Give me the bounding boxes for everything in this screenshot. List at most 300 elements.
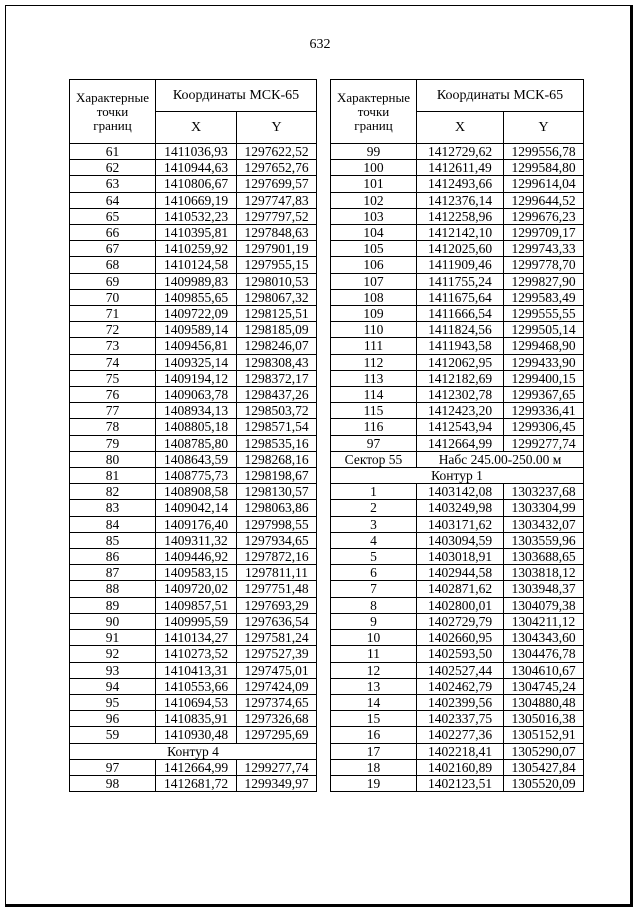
coord-x: 1412258,96 bbox=[417, 208, 504, 224]
table-row bbox=[331, 257, 584, 273]
point-number: 85 bbox=[70, 532, 156, 548]
table-row bbox=[70, 662, 317, 678]
section-row bbox=[331, 468, 584, 484]
coord-x: 1412611,49 bbox=[417, 160, 504, 176]
table-row bbox=[331, 711, 584, 727]
coord-y: 1303432,07 bbox=[504, 516, 584, 532]
section-label: Контур 4 bbox=[70, 743, 317, 759]
coord-y: 1304745,24 bbox=[504, 678, 584, 694]
point-number: 77 bbox=[70, 403, 156, 419]
point-number: 102 bbox=[331, 192, 417, 208]
table-row bbox=[331, 646, 584, 662]
coord-x: 1402337,75 bbox=[417, 711, 504, 727]
table-row bbox=[331, 338, 584, 354]
point-number: 100 bbox=[331, 160, 417, 176]
table-row bbox=[70, 322, 317, 338]
coord-y: 1299433,90 bbox=[504, 354, 584, 370]
table-row bbox=[70, 419, 317, 435]
coord-y: 1297622,52 bbox=[237, 144, 317, 160]
header-coordinates: Координаты МСК-65 bbox=[417, 80, 584, 112]
coord-x: 1409722,09 bbox=[156, 306, 237, 322]
coord-x: 1409176,40 bbox=[156, 516, 237, 532]
table-row bbox=[331, 532, 584, 548]
point-number: 84 bbox=[70, 516, 156, 532]
coord-y: 1299306,45 bbox=[504, 419, 584, 435]
coord-x: 1412376,14 bbox=[417, 192, 504, 208]
coord-x: 1412729,62 bbox=[417, 144, 504, 160]
coord-x: 1403249,98 bbox=[417, 500, 504, 516]
table-row bbox=[331, 581, 584, 597]
coord-y: 1299676,23 bbox=[504, 208, 584, 224]
point-number: 81 bbox=[70, 468, 156, 484]
table-row bbox=[70, 613, 317, 629]
table-row bbox=[331, 241, 584, 257]
coord-x: 1403018,91 bbox=[417, 549, 504, 565]
header-x: X bbox=[156, 112, 237, 144]
table-body bbox=[70, 144, 317, 792]
coord-x: 1410669,19 bbox=[156, 192, 237, 208]
coord-x: 1409311,32 bbox=[156, 532, 237, 548]
coord-y: 1304343,60 bbox=[504, 630, 584, 646]
point-number: 107 bbox=[331, 273, 417, 289]
point-number: 72 bbox=[70, 322, 156, 338]
point-number: 62 bbox=[70, 160, 156, 176]
coord-y: 1299584,80 bbox=[504, 160, 584, 176]
table-row bbox=[70, 160, 317, 176]
point-number: 61 bbox=[70, 144, 156, 160]
table-row bbox=[331, 678, 584, 694]
point-number: 1 bbox=[331, 484, 417, 500]
coord-x: 1409857,51 bbox=[156, 597, 237, 613]
point-number: 17 bbox=[331, 743, 417, 759]
point-number: 68 bbox=[70, 257, 156, 273]
point-number: 76 bbox=[70, 387, 156, 403]
coord-y: 1297811,11 bbox=[237, 565, 317, 581]
coord-y: 1303559,96 bbox=[504, 532, 584, 548]
table-body bbox=[331, 144, 584, 792]
coord-y: 1297374,65 bbox=[237, 694, 317, 710]
point-number: 18 bbox=[331, 759, 417, 775]
coord-y: 1298503,72 bbox=[237, 403, 317, 419]
coord-x: 1402277,36 bbox=[417, 727, 504, 743]
page-number: 632 bbox=[309, 37, 331, 52]
coord-y: 1299349,97 bbox=[237, 775, 317, 791]
point-number: 78 bbox=[70, 419, 156, 435]
coord-y: 1305016,38 bbox=[504, 711, 584, 727]
coord-x: 1408785,80 bbox=[156, 435, 237, 451]
table-row bbox=[331, 370, 584, 386]
coord-x: 1412025,60 bbox=[417, 241, 504, 257]
sector-label: Сектор 55 bbox=[331, 451, 417, 467]
coord-x: 1410395,81 bbox=[156, 225, 237, 241]
table-row bbox=[70, 273, 317, 289]
coord-x: 1410273,52 bbox=[156, 646, 237, 662]
coord-y: 1297636,54 bbox=[237, 613, 317, 629]
coord-y: 1299778,70 bbox=[504, 257, 584, 273]
coord-x: 1408775,73 bbox=[156, 468, 237, 484]
table-row bbox=[331, 176, 584, 192]
coord-y: 1297797,52 bbox=[237, 208, 317, 224]
coord-y: 1298125,51 bbox=[237, 306, 317, 322]
coord-y: 1305427,84 bbox=[504, 759, 584, 775]
point-number: 99 bbox=[331, 144, 417, 160]
table-row bbox=[331, 743, 584, 759]
point-number: 16 bbox=[331, 727, 417, 743]
coord-x: 1402527,44 bbox=[417, 662, 504, 678]
point-number: 67 bbox=[70, 241, 156, 257]
table-row bbox=[70, 565, 317, 581]
coord-y: 1297527,39 bbox=[237, 646, 317, 662]
coord-x: 1412062,95 bbox=[417, 354, 504, 370]
point-number: 63 bbox=[70, 176, 156, 192]
header-points-line: границ bbox=[354, 117, 393, 133]
table-row bbox=[70, 727, 317, 743]
point-number: 105 bbox=[331, 241, 417, 257]
table-row bbox=[331, 759, 584, 775]
point-number: 14 bbox=[331, 694, 417, 710]
table-row bbox=[70, 289, 317, 305]
coord-y: 1303304,99 bbox=[504, 500, 584, 516]
table-row bbox=[70, 759, 317, 775]
coord-y: 1297751,48 bbox=[237, 581, 317, 597]
coordinates-table-left bbox=[69, 79, 317, 792]
coord-x: 1409989,83 bbox=[156, 273, 237, 289]
point-number: 10 bbox=[331, 630, 417, 646]
coord-x: 1411755,24 bbox=[417, 273, 504, 289]
point-number: 114 bbox=[331, 387, 417, 403]
header-x: X bbox=[417, 112, 504, 144]
table-row bbox=[331, 484, 584, 500]
point-number: 90 bbox=[70, 613, 156, 629]
table-row bbox=[70, 549, 317, 565]
header-y: Y bbox=[237, 112, 317, 144]
point-number: 9 bbox=[331, 613, 417, 629]
coord-x: 1409583,15 bbox=[156, 565, 237, 581]
coord-y: 1304211,12 bbox=[504, 613, 584, 629]
sector-row bbox=[331, 451, 584, 467]
point-number: 112 bbox=[331, 354, 417, 370]
coord-y: 1298246,07 bbox=[237, 338, 317, 354]
point-number: 94 bbox=[70, 678, 156, 694]
table-row bbox=[331, 289, 584, 305]
point-number: 101 bbox=[331, 176, 417, 192]
coord-x: 1409063,78 bbox=[156, 387, 237, 403]
table-row bbox=[70, 484, 317, 500]
coord-y: 1299336,41 bbox=[504, 403, 584, 419]
point-number: 7 bbox=[331, 581, 417, 597]
table-row bbox=[70, 597, 317, 613]
table-row bbox=[70, 387, 317, 403]
table-row bbox=[331, 775, 584, 791]
table-row bbox=[70, 532, 317, 548]
coord-x: 1402729,79 bbox=[417, 613, 504, 629]
table-row bbox=[331, 387, 584, 403]
coord-x: 1411943,58 bbox=[417, 338, 504, 354]
header-points-line: точки bbox=[357, 103, 390, 119]
coord-y: 1298268,16 bbox=[237, 451, 317, 467]
point-number: 8 bbox=[331, 597, 417, 613]
point-number: 4 bbox=[331, 532, 417, 548]
point-number: 109 bbox=[331, 306, 417, 322]
table-row bbox=[331, 419, 584, 435]
table-row bbox=[70, 581, 317, 597]
coord-y: 1298535,16 bbox=[237, 435, 317, 451]
point-number: 96 bbox=[70, 711, 156, 727]
point-number: 71 bbox=[70, 306, 156, 322]
coord-x: 1409720,02 bbox=[156, 581, 237, 597]
table-row bbox=[70, 144, 317, 160]
coord-y: 1297934,65 bbox=[237, 532, 317, 548]
coord-y: 1298372,17 bbox=[237, 370, 317, 386]
point-number: 104 bbox=[331, 225, 417, 241]
table-row bbox=[70, 516, 317, 532]
header-points-line: Характерные bbox=[337, 89, 410, 105]
table-row bbox=[70, 468, 317, 484]
coord-x: 1402160,89 bbox=[417, 759, 504, 775]
coord-x: 1408934,13 bbox=[156, 403, 237, 419]
coord-y: 1299400,15 bbox=[504, 370, 584, 386]
coord-x: 1409325,14 bbox=[156, 354, 237, 370]
point-number: 6 bbox=[331, 565, 417, 581]
coord-x: 1412423,20 bbox=[417, 403, 504, 419]
table-row bbox=[70, 646, 317, 662]
table-row bbox=[70, 208, 317, 224]
coord-x: 1403142,08 bbox=[417, 484, 504, 500]
point-number: 115 bbox=[331, 403, 417, 419]
coord-y: 1298010,53 bbox=[237, 273, 317, 289]
coord-x: 1410806,67 bbox=[156, 176, 237, 192]
header-boundary-points bbox=[70, 80, 156, 144]
coord-x: 1409855,65 bbox=[156, 289, 237, 305]
table-row bbox=[331, 727, 584, 743]
point-number: 59 bbox=[70, 727, 156, 743]
table-row bbox=[331, 500, 584, 516]
coord-x: 1409456,81 bbox=[156, 338, 237, 354]
sector-altitude: Набс 245.00-250.00 м bbox=[417, 451, 584, 467]
table-row bbox=[70, 192, 317, 208]
coord-y: 1297901,19 bbox=[237, 241, 317, 257]
point-number: 82 bbox=[70, 484, 156, 500]
point-number: 88 bbox=[70, 581, 156, 597]
point-number: 11 bbox=[331, 646, 417, 662]
table-row bbox=[70, 694, 317, 710]
coord-x: 1411675,64 bbox=[417, 289, 504, 305]
coord-x: 1412681,72 bbox=[156, 775, 237, 791]
coord-x: 1409995,59 bbox=[156, 613, 237, 629]
point-number: 83 bbox=[70, 500, 156, 516]
table-row bbox=[331, 273, 584, 289]
point-number: 106 bbox=[331, 257, 417, 273]
table-row bbox=[70, 354, 317, 370]
point-number: 12 bbox=[331, 662, 417, 678]
point-number: 95 bbox=[70, 694, 156, 710]
coord-y: 1297747,83 bbox=[237, 192, 317, 208]
coord-y: 1297693,29 bbox=[237, 597, 317, 613]
coord-x: 1402593,50 bbox=[417, 646, 504, 662]
coord-y: 1298130,57 bbox=[237, 484, 317, 500]
table-row bbox=[70, 500, 317, 516]
coord-x: 1410553,66 bbox=[156, 678, 237, 694]
coord-y: 1298308,43 bbox=[237, 354, 317, 370]
point-number: 91 bbox=[70, 630, 156, 646]
table-row bbox=[70, 225, 317, 241]
coord-y: 1305290,07 bbox=[504, 743, 584, 759]
point-number: 66 bbox=[70, 225, 156, 241]
point-number: 92 bbox=[70, 646, 156, 662]
table-row bbox=[331, 225, 584, 241]
table-row bbox=[70, 403, 317, 419]
header-points-line: границ bbox=[93, 117, 132, 133]
coord-y: 1298437,26 bbox=[237, 387, 317, 403]
coord-y: 1297848,63 bbox=[237, 225, 317, 241]
table-row bbox=[70, 775, 317, 791]
table-row bbox=[70, 338, 317, 354]
coord-y: 1303818,12 bbox=[504, 565, 584, 581]
coord-y: 1299743,33 bbox=[504, 241, 584, 257]
coord-x: 1409042,14 bbox=[156, 500, 237, 516]
coord-y: 1303688,65 bbox=[504, 549, 584, 565]
coord-x: 1410134,27 bbox=[156, 630, 237, 646]
section-label: Контур 1 bbox=[331, 468, 584, 484]
point-number: 19 bbox=[331, 775, 417, 791]
coord-y: 1298198,67 bbox=[237, 468, 317, 484]
coord-x: 1402871,62 bbox=[417, 581, 504, 597]
point-number: 74 bbox=[70, 354, 156, 370]
coord-y: 1304476,78 bbox=[504, 646, 584, 662]
coord-x: 1408805,18 bbox=[156, 419, 237, 435]
table-row bbox=[331, 208, 584, 224]
point-number: 80 bbox=[70, 451, 156, 467]
coord-x: 1402123,51 bbox=[417, 775, 504, 791]
point-number: 13 bbox=[331, 678, 417, 694]
coord-x: 1403171,62 bbox=[417, 516, 504, 532]
coord-y: 1299555,55 bbox=[504, 306, 584, 322]
coord-x: 1412664,99 bbox=[156, 759, 237, 775]
coord-y: 1299827,90 bbox=[504, 273, 584, 289]
point-number: 113 bbox=[331, 370, 417, 386]
coord-y: 1299556,78 bbox=[504, 144, 584, 160]
table-row bbox=[70, 678, 317, 694]
coord-x: 1410835,91 bbox=[156, 711, 237, 727]
coord-x: 1409446,92 bbox=[156, 549, 237, 565]
point-number: 75 bbox=[70, 370, 156, 386]
coord-x: 1408908,58 bbox=[156, 484, 237, 500]
table-row bbox=[331, 435, 584, 451]
coord-x: 1410944,63 bbox=[156, 160, 237, 176]
coord-y: 1299644,52 bbox=[504, 192, 584, 208]
coord-x: 1410694,53 bbox=[156, 694, 237, 710]
coord-x: 1411666,54 bbox=[417, 306, 504, 322]
coord-y: 1304079,38 bbox=[504, 597, 584, 613]
point-number: 116 bbox=[331, 419, 417, 435]
coord-y: 1299505,14 bbox=[504, 322, 584, 338]
table-row bbox=[331, 144, 584, 160]
coord-x: 1412182,69 bbox=[417, 370, 504, 386]
coord-x: 1412543,94 bbox=[417, 419, 504, 435]
table-row bbox=[70, 435, 317, 451]
coord-x: 1402944,58 bbox=[417, 565, 504, 581]
point-number: 97 bbox=[331, 435, 417, 451]
coord-x: 1410413,31 bbox=[156, 662, 237, 678]
coord-x: 1410532,23 bbox=[156, 208, 237, 224]
coord-y: 1298571,54 bbox=[237, 419, 317, 435]
header-boundary-points bbox=[331, 80, 417, 144]
point-number: 108 bbox=[331, 289, 417, 305]
coord-y: 1298067,32 bbox=[237, 289, 317, 305]
coord-x: 1411909,46 bbox=[417, 257, 504, 273]
coord-y: 1297699,57 bbox=[237, 176, 317, 192]
coord-y: 1298185,09 bbox=[237, 322, 317, 338]
coord-y: 1299468,90 bbox=[504, 338, 584, 354]
coord-y: 1297326,68 bbox=[237, 711, 317, 727]
coord-x: 1402399,56 bbox=[417, 694, 504, 710]
header-points-line: Характерные bbox=[76, 89, 149, 105]
coord-y: 1299367,65 bbox=[504, 387, 584, 403]
coord-x: 1402462,79 bbox=[417, 678, 504, 694]
coord-x: 1412493,66 bbox=[417, 176, 504, 192]
coord-y: 1305520,09 bbox=[504, 775, 584, 791]
table-row bbox=[70, 711, 317, 727]
coord-x: 1410124,58 bbox=[156, 257, 237, 273]
point-number: 69 bbox=[70, 273, 156, 289]
point-number: 93 bbox=[70, 662, 156, 678]
coord-y: 1305152,91 bbox=[504, 727, 584, 743]
coord-y: 1297475,01 bbox=[237, 662, 317, 678]
coord-y: 1299277,74 bbox=[237, 759, 317, 775]
table-row bbox=[331, 192, 584, 208]
point-number: 110 bbox=[331, 322, 417, 338]
coord-x: 1409194,12 bbox=[156, 370, 237, 386]
point-number: 3 bbox=[331, 516, 417, 532]
coord-y: 1297955,15 bbox=[237, 257, 317, 273]
coordinates-table-right bbox=[330, 79, 584, 792]
coord-x: 1402218,41 bbox=[417, 743, 504, 759]
coord-x: 1402660,95 bbox=[417, 630, 504, 646]
point-number: 2 bbox=[331, 500, 417, 516]
point-number: 5 bbox=[331, 549, 417, 565]
section-row bbox=[70, 743, 317, 759]
point-number: 70 bbox=[70, 289, 156, 305]
point-number: 15 bbox=[331, 711, 417, 727]
table-row bbox=[331, 613, 584, 629]
coord-y: 1304610,67 bbox=[504, 662, 584, 678]
point-number: 97 bbox=[70, 759, 156, 775]
coord-y: 1297998,55 bbox=[237, 516, 317, 532]
coord-x: 1410259,92 bbox=[156, 241, 237, 257]
table-row bbox=[70, 241, 317, 257]
coord-x: 1410930,48 bbox=[156, 727, 237, 743]
table-row bbox=[331, 354, 584, 370]
coord-y: 1304880,48 bbox=[504, 694, 584, 710]
table-row bbox=[331, 549, 584, 565]
table-row bbox=[70, 630, 317, 646]
table-row bbox=[331, 630, 584, 646]
point-number: 98 bbox=[70, 775, 156, 791]
coord-x: 1412302,78 bbox=[417, 387, 504, 403]
table-row bbox=[70, 451, 317, 467]
coord-y: 1297872,16 bbox=[237, 549, 317, 565]
coord-y: 1297652,76 bbox=[237, 160, 317, 176]
coord-y: 1303948,37 bbox=[504, 581, 584, 597]
coord-y: 1297424,09 bbox=[237, 678, 317, 694]
coord-x: 1412142,10 bbox=[417, 225, 504, 241]
coord-y: 1297295,69 bbox=[237, 727, 317, 743]
table-row bbox=[331, 565, 584, 581]
coord-x: 1402800,01 bbox=[417, 597, 504, 613]
coord-x: 1408643,59 bbox=[156, 451, 237, 467]
coord-y: 1298063,86 bbox=[237, 500, 317, 516]
table-row bbox=[331, 516, 584, 532]
